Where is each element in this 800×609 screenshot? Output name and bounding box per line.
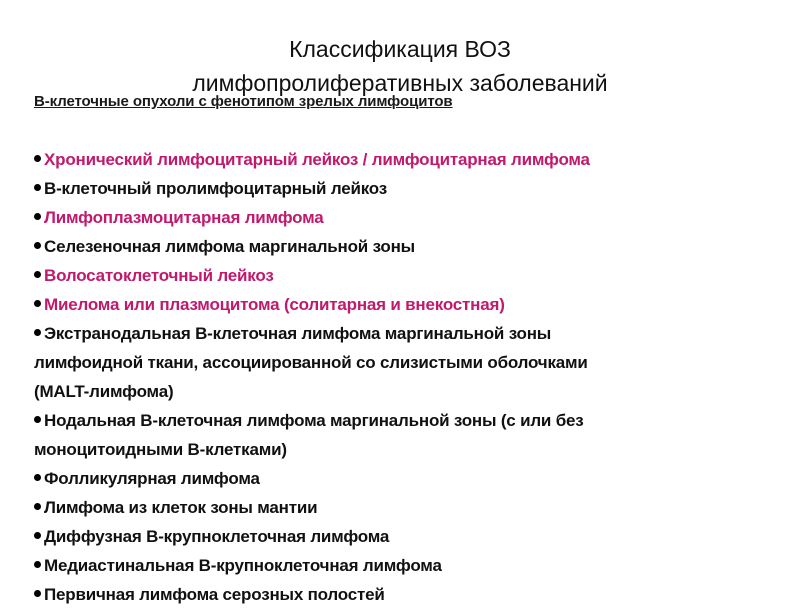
list-item [34,406,784,464]
list-item [34,174,784,203]
section-subtitle: В-клеточные опухоли с фенотипом зрелых лимфоцитов [34,93,453,110]
bullet-icon [34,329,41,336]
list-item-text: В-клеточный пролимфоцитарный лейкоз [44,179,388,198]
bullet-icon [34,155,41,162]
list-item-text: Лимфома из клеток зоны мантии [44,498,318,517]
classification-list [34,145,784,609]
bullet-icon [34,590,41,597]
bullet-icon [34,271,41,278]
list-item-text-continuation: (MALT-лимфома) [34,382,174,401]
list-item-text: Лимфоплазмоцитарная лимфома [44,208,324,227]
bullet-icon [34,213,41,220]
list-item-text: Экстранодальная В-клеточная лимфома маргинальной зоны [44,324,552,343]
bullet-icon [34,184,41,191]
bullet-icon [34,532,41,539]
bullet-icon [34,474,41,481]
list-item [34,580,784,609]
list-item-text: Миелома или плазмоцитома (солитарная и внекостная) [44,295,505,314]
bullet-icon [34,300,41,307]
list-item-text: Фолликулярная лимфома [44,469,260,488]
bullet-icon [34,416,41,423]
list-item [34,261,784,290]
list-item [34,232,784,261]
list-item-text: Волосатоклеточный лейкоз [44,266,274,285]
list-item [34,464,784,493]
list-item-text: Хронический лимфоцитарный лейкоз / лимфоцитарная лимфома [44,150,590,169]
list-item [34,145,784,174]
list-item [34,522,784,551]
list-item [34,290,784,319]
list-item-text-continuation: моноцитоидными В-клетками) [34,440,287,459]
bullet-icon [34,242,41,249]
bullet-icon [34,503,41,510]
page-title-line-2: лимфопролиферативных заболеваний [192,70,608,96]
list-item-text: Медиастинальная В-крупноклеточная лимфома [44,556,442,575]
list-item [34,319,784,406]
page-title-line-1: Классификация ВОЗ [289,36,511,62]
list-item [34,203,784,232]
list-item-text: Нодальная В-клеточная лимфома маргинальной зоны (с или без [44,411,584,430]
list-item-text: Диффузная В-крупноклеточная лимфома [44,527,390,546]
list-item-text: Селезеночная лимфома маргинальной зоны [44,237,415,256]
list-item [34,551,784,580]
list-item-text: Первичная лимфома серозных полостей [44,585,385,604]
bullet-icon [34,561,41,568]
list-item [34,493,784,522]
list-item-text-continuation: лимфоидной ткани, ассоциированной со слизистыми оболочками [34,353,588,372]
